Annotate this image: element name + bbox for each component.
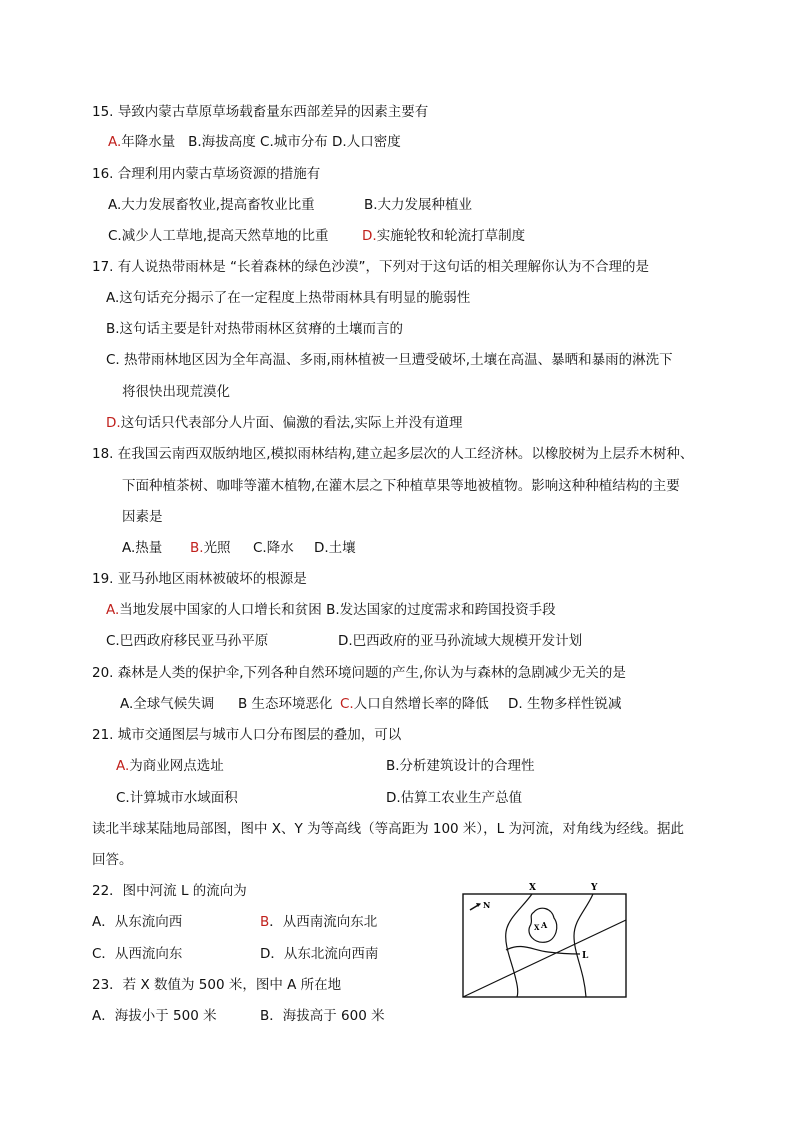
q16-option-d [362, 227, 525, 245]
q20-option-c [340, 695, 489, 713]
q17-option-c-line1: C. 热带雨林地区因为全年高温、多雨,雨林植被一旦遭受破坏,土壤在高温、暴晒和暴雨的淋洗下 [106, 352, 673, 368]
q15-option-a-letter: A. [108, 134, 122, 150]
q17-option-d-text: 这句话只代表部分人片面、偏激的看法,实际上并没有道理 [120, 415, 463, 431]
q20-stem: 20. 森林是人类的保护伞,下列各种自然环境问题的产生,你认为与森林的急剧减少无关的是 [92, 665, 626, 681]
q22-option-b-text: ．从西南流向东北 [269, 914, 378, 930]
q20-option-b: B 生态环境恶化 [238, 696, 333, 712]
q21-option-a-letter: A. [116, 758, 130, 774]
q18-option-b-text: 光照 [203, 540, 231, 556]
contour-map [462, 880, 628, 998]
q17-option-d-letter: D. [106, 415, 121, 431]
q23-option-a: A．海拔小于 500 米 [92, 1008, 217, 1024]
q18-stem-line2: 下面种植茶树、咖啡等灌木植物,在灌木层之下种植草果等地被植物。影响这种种植结构的主要 [122, 478, 680, 494]
point-a-label: A [541, 920, 548, 930]
q19-option-a-letter: A. [106, 602, 120, 618]
q19-option-ab [106, 601, 556, 619]
q18-option-d: D.土壤 [314, 540, 356, 556]
q19-option-c: C.巴西政府移民亚马孙平原 [106, 633, 269, 649]
q21-option-a [116, 757, 224, 775]
meridian-line [463, 920, 626, 997]
q19-option-d: D.巴西政府的亚马孙流域大规模开发计划 [338, 633, 583, 649]
contour-y-label: Y [591, 883, 598, 893]
q22-stem: 22．图中河流 L 的流向为 [92, 883, 247, 899]
contour-x-inner-label: X [534, 923, 540, 932]
q18-stem-line1: 18. 在我国云南西双版纳地区,模拟雨林结构,建立起多层次的人工经济林。以橡胶树为上层乔木树种、 [92, 446, 694, 462]
q17-option-c-line2: 将很快出现荒漠化 [122, 384, 230, 400]
q18-option-b-letter: B. [190, 540, 204, 556]
q19-stem: 19. 亚马孙地区雨林被破坏的根源是 [92, 571, 307, 587]
q21-option-d: D.估算工农业生产总值 [386, 790, 523, 806]
q16-stem: 16. 合理利用内蒙古草场资源的措施有 [92, 166, 321, 182]
q18-option-b [190, 539, 231, 557]
q17-option-a: A.这句话充分揭示了在一定程度上热带雨林具有明显的脆弱性 [106, 290, 471, 306]
contour-x [506, 894, 532, 997]
q23-option-b: B．海拔高于 600 米 [260, 1008, 385, 1024]
q16-option-b: B.大力发展种植业 [364, 197, 473, 213]
north-arrow-icon [470, 903, 481, 910]
q17-option-d [106, 414, 462, 432]
q18-stem-line3: 因素是 [122, 509, 163, 525]
q21-option-a-text: 为商业网点选址 [129, 758, 224, 774]
q17-option-b: B.这句话主要是针对热带雨林区贫瘠的土壤而言的 [106, 321, 404, 337]
q21-stem: 21. 城市交通图层与城市人口分布图层的叠加，可以 [92, 727, 402, 743]
q15-options [108, 133, 401, 151]
q21-option-b: B.分析建筑设计的合理性 [386, 758, 535, 774]
q19-option-ab-text: 当地发展中国家的人口增长和贫困 B.发达国家的过度需求和跨国投资手段 [119, 602, 556, 618]
q16-option-d-letter: D. [362, 228, 377, 244]
q23-stem: 23．若 X 数值为 500 米，图中 A 所在地 [92, 977, 342, 993]
q22-option-b [260, 913, 377, 931]
q16-option-d-text: 实施轮牧和轮流打草制度 [376, 228, 526, 244]
q22-option-b-letter: B [260, 914, 270, 930]
q16-option-a: A.大力发展畜牧业,提高畜牧业比重 [108, 197, 315, 213]
q16-option-c: C.减少人工草地,提高天然草地的比重 [108, 228, 329, 244]
q15-options-rest: B.海拔高度 C.城市分布 D.人口密度 [188, 134, 401, 150]
q18-option-c: C.降水 [253, 540, 294, 556]
q17-stem: 17. 有人说热带雨林是 “长着森林的绿色沙漠”，下列对于这句话的相关理解你认为不合理的是 [92, 259, 650, 275]
contour-x-label: X [529, 883, 536, 893]
q20-option-c-text: 人口自然增长率的降低 [353, 696, 489, 712]
q18-option-a: A.热量 [122, 540, 163, 556]
q20-option-d: D. 生物多样性锐减 [508, 696, 622, 712]
q22-option-c: C．从西流向东 [92, 946, 183, 962]
contour-y [574, 894, 593, 997]
q20-option-a: A.全球气候失调 [120, 696, 215, 712]
map-intro-line1: 读北半球某陆地局部图，图中 X、Y 为等高线（等高距为 100 米），L 为河流，对角线为经线。据此 [92, 821, 684, 837]
north-label: N [483, 900, 491, 910]
q22-option-d: D．从东北流向西南 [260, 946, 379, 962]
q21-option-c: C.计算城市水域面积 [116, 790, 238, 806]
river-l-label: L [582, 951, 589, 961]
q22-option-a: A．从东流向西 [92, 914, 183, 930]
map-intro-line2: 回答。 [92, 852, 133, 868]
q15-option-a-text: 年降水量 [121, 134, 176, 150]
q15-stem: 15. 导致内蒙古草原草场载畜量东西部差异的因素主要有 [92, 104, 429, 120]
q20-option-c-letter: C. [340, 696, 354, 712]
